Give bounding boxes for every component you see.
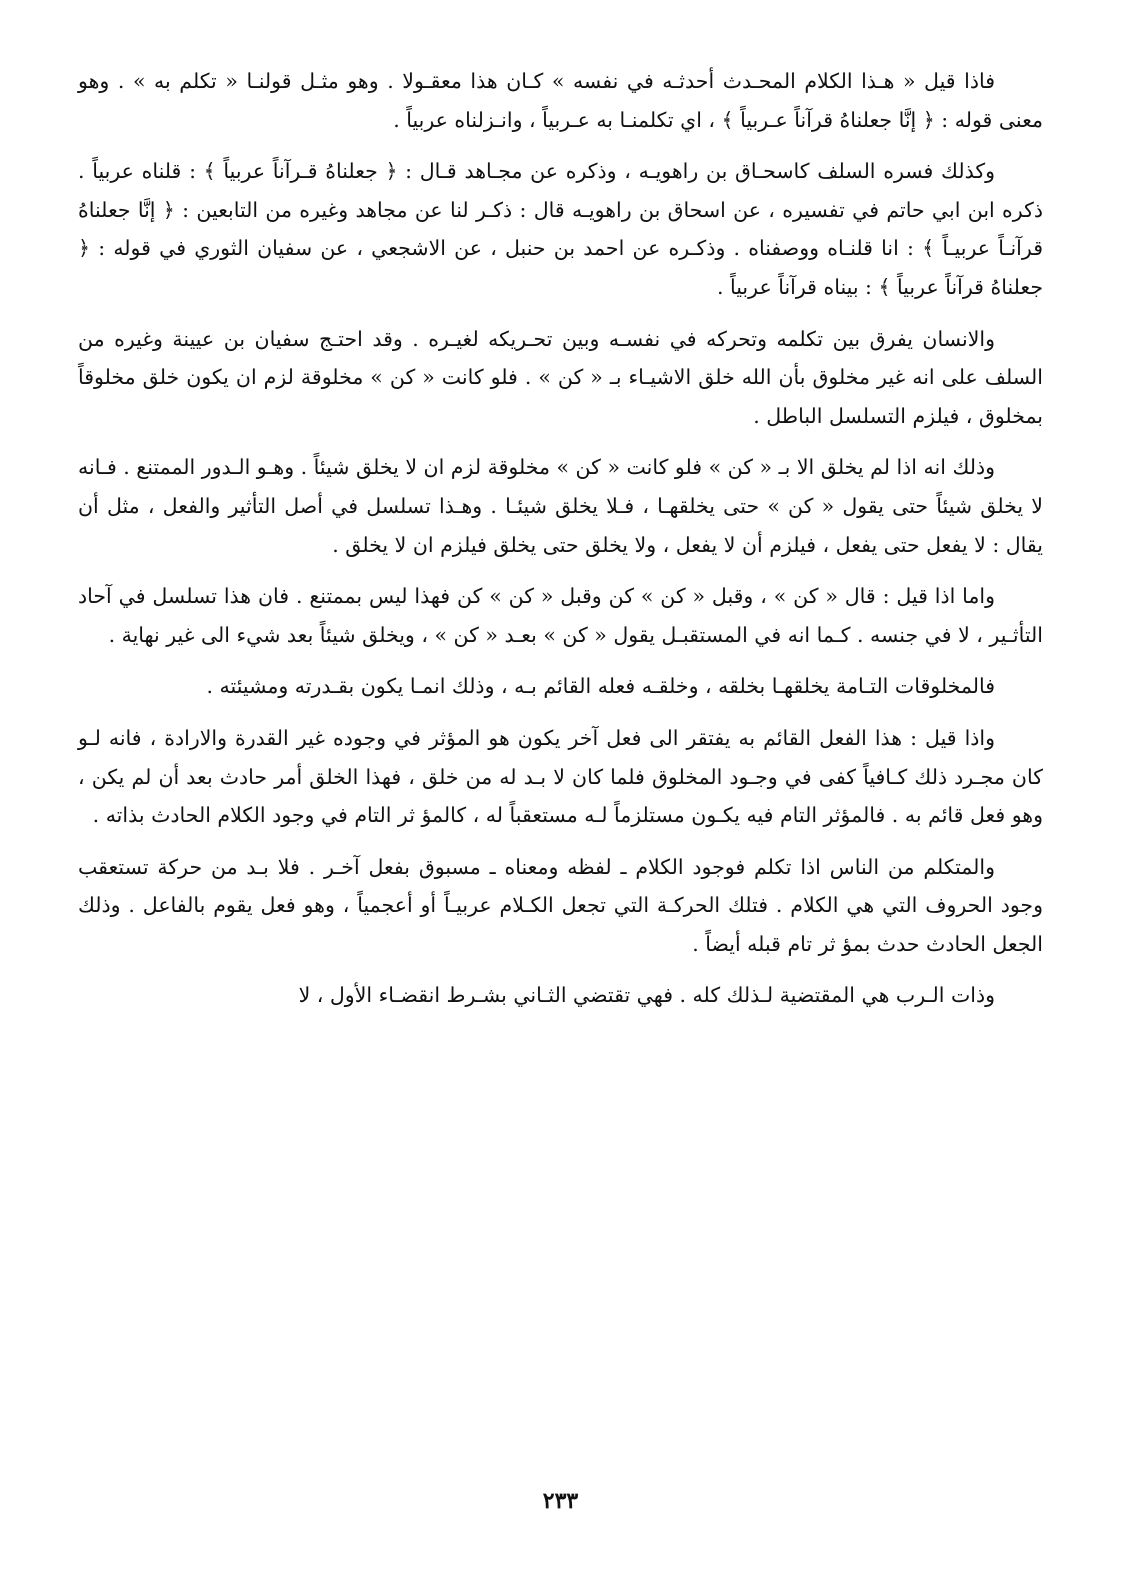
paragraph-2: وكذلك فسره السلف كاسحـاق بن راهويـه ، وذكره عن مجـاهد قـال : ﴿ جعلناهُ قـرآناً عربياً ﴾ : قلناه عربياً . ذكره ابن ابي حاتم في تفسيره ، عن اسحاق بن راهويـه قال : ذكـر لنا عن مجاهد وغيره من التابعين : ﴿ إنَّا جعلناهُ قرآنـاً عربيـاً ﴾ : انا قلنـاه ووصفناه . وذكـره عن احمد بن حنبل ، عن الاشجعي ، عن سفيان الثوري في قوله : ﴿ جعلناهُ قرآناً عربياً ﴾ : بيناه قرآناً عربياً . (78, 159, 1043, 299)
paragraph-8: والمتكلم من الناس اذا تكلم فوجود الكلام ـ لفظه ومعناه ـ مسبوق بفعل آخـر . فلا بـد من حركة تستعقب وجود الحروف التي هي الكلام . فتلك الحركـة التي تجعل الكـلام عربيـاً أو أعجمياً ، وهو فعل يقوم بالفاعل . وذلك الجعل الحادث حدث بمؤ ثر تام قبله أيضاً . (78, 854, 1043, 956)
page-number: ٢٣٣ (542, 1488, 579, 1514)
paragraph-5: واما اذا قيل : قال « كن » ، وقبل « كن » كن وقبل « كن » كن فهذا ليس بممتنع . فان هذا تسلسل في آحاد التأثـير ، لا في جنسه . كـما انه في المستقبـل يقول « كن » بعـد « كن » ، ويخلق شيئاً بعد شيء الى غير نهاية . (78, 584, 1043, 647)
paragraph-4: وذلك انه اذا لم يخلق الا بـ « كن » فلو كانت « كن » مخلوقة لزم ان لا يخلق شيئاً . وهـو الـدور الممتنع . فـانه لا يخلق شيئاً حتى يقول « كن » حتى يخلقهـا ، فـلا يخلق شيئـا . وهـذا تسلسل في أصل التأثير والفعل ، مثل أن يقال : لا يفعل حتى يفعل ، فيلزم أن لا يفعل ، ولا يخلق حتى يخلق فيلزم ان لا يخلق . (78, 455, 1043, 557)
paragraph-7: واذا قيل : هذا الفعل القائم به يفتقر الى فعل آخر يكون هو المؤثر في وجوده غير القدرة والارادة ، فانه لـو كان مجـرد ذلك كـافياً كفى في وجـود المخلوق فلما كان لا بـد له من خلق ، فهذا الخلق أمر حادث بعد أن لم يكن ، وهو فعل قائم به . فالمؤثر التام فيه يكـون مستلزماً لـه مستعقباً له ، كالمؤ ثر التام في وجود الكلام الحادث بذاته . (78, 725, 1043, 828)
paragraph-9: وذات الـرب هي المقتضية لـذلك كله . فهي تقتضي الثـاني بشـرط انقضـاء الأول ، لا (298, 983, 995, 1008)
paragraph-1: فاذا قيل « هـذا الكلام المحـدث أحدثـه في نفسه » كـان هذا معقـولا . وهو مثـل قولنـا « تكلم به » . وهو معنى قوله : ﴿ إنَّا جعلناهُ قرآناً عـربياً ﴾ ، اي تكلمنـا به عـربياً ، وانـزلناه عربياً . (78, 69, 1043, 132)
paragraph-6: فالمخلوقات التـامة يخلقهـا بخلقه ، وخلقـه فعله القائم بـه ، وذلك انمـا يكون بقـدرته ومشيئته . (206, 674, 995, 699)
body-text (78, 62, 1043, 1028)
paragraph-3: والانسان يفرق بين تكلمه وتحركه في نفسـه وبين تحـريكه لغيـره . وقد احتـج سفيان بن عيينة وغيره من السلف على انه غير مخلوق بأن الله خلق الاشيـاء بـ « كن » . فلو كانت « كن » مخلوقة لزم ان يكون خلق مخلوقاً بمخلوق ، فيلزم التسلسل الباطل . (78, 326, 1043, 428)
